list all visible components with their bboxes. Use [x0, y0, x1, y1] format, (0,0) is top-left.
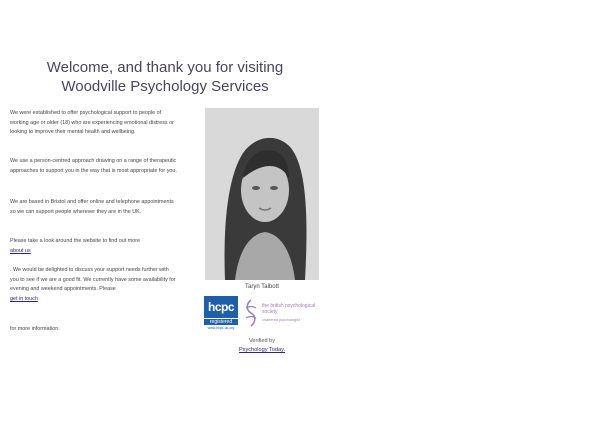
bps-logo[interactable] [242, 298, 332, 328]
intro-paragraph: We were established to offer psychological support to people of working age or older (18) who are experiencing emotional distress or looking to improve their mental health and wellbeing. [10, 110, 174, 136]
profile-photo [205, 108, 319, 280]
hcpc-url-text: www.hcpc-uk.org [207, 326, 235, 330]
bps-subtitle-text: chartered psychologist [262, 318, 300, 322]
verified-label: Verified by [248, 338, 276, 344]
find-out-more-paragraph [10, 237, 178, 256]
get-in-touch-link[interactable]: get in touch [10, 295, 38, 302]
contact-text: . We would be delighted to discuss your support needs further with you to see if we are a good fit. We currently have some availability for evening and weekend appointments. Please [10, 267, 176, 293]
approach-paragraph: We use a person-centred approach drawing on a range of therapeutic approaches to support you in the way that is most appropriate for you. [10, 158, 177, 174]
location-paragraph: We are based in Bristol and offer online and telephone appointments so we can support people wherever they are in the UK. [10, 199, 174, 215]
bps-emblem-icon [242, 298, 260, 328]
therapist-name: Taryn Talbott [245, 284, 279, 290]
hcpc-logo[interactable] [204, 296, 238, 330]
contact-paragraph [10, 266, 178, 304]
more-info-paragraph: for more information. [10, 326, 60, 332]
portrait-image [205, 108, 319, 280]
about-us-link[interactable]: about us [10, 247, 31, 254]
page-title: Welcome, and thank you for visiting Woodville Psychology Services [46, 59, 284, 95]
find-out-more-text: Please take a look around the website to find out more [10, 238, 141, 244]
psychology-today-link[interactable]: Psychology Today. [238, 347, 286, 353]
hcpc-registered-text: registered [204, 319, 238, 325]
hcpc-logo-text: hcpc [204, 296, 238, 318]
bps-name-text: the british psychological society [262, 303, 316, 315]
